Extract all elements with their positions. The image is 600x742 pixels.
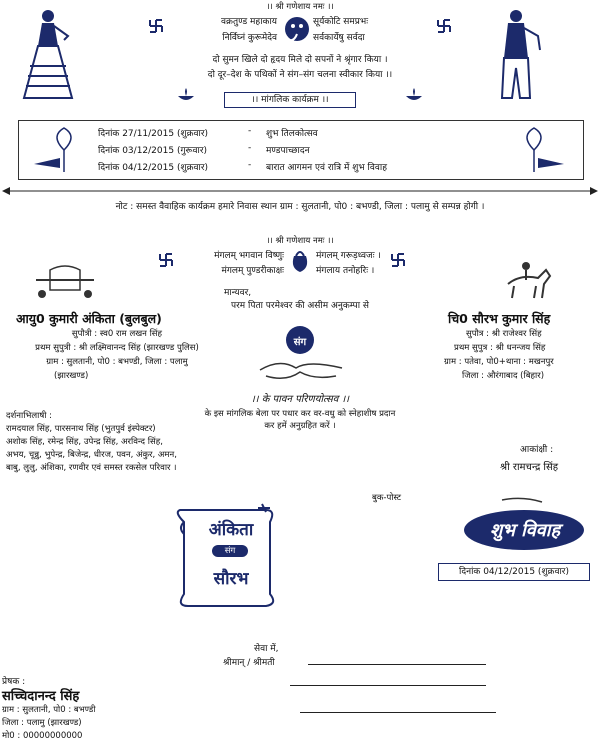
- sang-label: संग: [293, 337, 307, 348]
- ganesh-icon: [280, 14, 314, 44]
- address-line: [290, 685, 486, 686]
- note-text: नोट : समस्त वैवाहिक कार्यक्रम हमारे निवास स्थान ग्राम : सुलतानी, पो0 : बभण्डी, जिला : पलामु से सम्पन्न होगी ।: [115, 202, 485, 212]
- event-name: बारात आगमन एवं रात्रि में शुभ विवाह: [266, 163, 387, 173]
- event-date: दिनांक 03/12/2015 (गुरूवार): [98, 146, 208, 156]
- diya-icon: [176, 88, 196, 104]
- greeting: मान्यवर,: [224, 288, 252, 298]
- mantra-line-2b: मंगलाय तनोहरिः ।: [316, 266, 375, 276]
- event-date: दिनांक 04/12/2015 (शुक्रवार): [98, 163, 209, 173]
- shloka-2a: निर्विघ्नं कुरूमेदेव: [222, 33, 277, 43]
- event-dash: -: [248, 160, 252, 170]
- event-name: मण्डपाच्छादन: [266, 146, 310, 156]
- bride-figure-icon: [18, 6, 78, 104]
- doli-icon: [34, 264, 96, 302]
- shloka-2b: सर्वकार्येषु सर्वदा: [313, 33, 365, 43]
- sender-name: सच्चिदानन्द सिंह: [2, 689, 80, 704]
- request-line-1: के इस मांगलिक बेला पर पधार कर वर-वधु को स्नेहाशीष प्रदान: [204, 409, 396, 419]
- shriman-label: श्रीमान् / श्रीमती: [223, 658, 275, 668]
- sender-label: प्रेषक :: [2, 677, 26, 687]
- book-post-label: बुक-पोस्ट: [372, 493, 402, 503]
- darshan-title: दर्शनाभिलाषी :: [6, 411, 53, 421]
- kalash-icon: [288, 248, 312, 274]
- bride-line-1: सुपौत्री : स्व0 राम लखन सिंह: [71, 329, 163, 339]
- blessing: परम पिता परमेश्वर की असीम अनुकम्पा से: [230, 301, 370, 311]
- shloka-1b: सूर्यकोटि समप्रभः: [313, 17, 369, 27]
- envelope-bride-name: अंकिता: [208, 520, 254, 540]
- divider-arrow: [2, 186, 598, 196]
- swastika-icon: [158, 252, 174, 268]
- darshan-line-4: बाबु, लुलु, अंशिका, रणवीर एवं समस्त रकसेल परिवार ।: [6, 463, 177, 473]
- darshan-line-1: रामदयाल सिंह, पारसनाथ सिंह (भुतपुर्व इंस्पेक्टर): [6, 424, 156, 434]
- groom-name: चि0 सौरभ कुमार सिंह: [448, 311, 551, 326]
- envelope-groom-name: सौरभ: [213, 569, 249, 589]
- bride-line-3: ग्राम : सुलतानी, पो0 : बभण्डी, जिला : पलामु: [46, 357, 188, 367]
- bride-line-2: प्रथम सुपुत्री : श्री लक्ष्मिवानन्द सिंह (झारखण्ड पुलिस): [35, 343, 199, 353]
- festival-title: ।। के पावन परिणयोत्सव ।।: [250, 394, 350, 405]
- program-title: ।। मांगलिक कार्यक्रम ।।: [224, 92, 356, 108]
- swastika-icon: [148, 18, 164, 34]
- event-dash: -: [248, 126, 252, 136]
- groom-line-1: सुपौत्र : श्री राजेश्वर सिंह: [466, 329, 542, 339]
- mantra-line-1b: मंगलम् गरूड़ध्वजः ।: [316, 251, 381, 261]
- darshan-line-3: अभय, चून्नु, भुपेन्द्र, बिजेन्द्र, धीरज, पवन, अंकुर, अमन,: [6, 450, 177, 460]
- bride-name: आयु0 कुमारी अंकिता (बुलबुल): [16, 311, 162, 326]
- sender-line-2: जिला : पलामु (झारखण्ड): [2, 718, 82, 728]
- groom-line-4: जिला : औरंगाबाद (बिहार): [462, 371, 545, 381]
- groom-line-3: ग्राम : पतेवा, पो0+थाना : मखनपुर: [444, 357, 554, 367]
- address-line: [308, 664, 486, 665]
- mantra-line-1a: मंगलम् भगवान विष्णुः: [214, 251, 284, 261]
- event-name: शुभ तिलकोत्सव: [266, 129, 318, 139]
- shubh-vivah-text: शुभ विवाह: [489, 520, 561, 541]
- diya-icon: [404, 88, 424, 104]
- envelope-sang: संग: [212, 545, 248, 557]
- bride-line-4: (झारखण्ड): [54, 371, 89, 381]
- event-date: दिनांक 27/11/2015 (शुक्रवार): [98, 129, 209, 139]
- shloka-1a: वक्रतुण्ड महाकाय: [221, 17, 277, 27]
- groom-line-2: प्रथम सुपुत्र : श्री धनन्जय सिंह: [454, 343, 546, 353]
- horse-rider-icon: [500, 258, 556, 302]
- event-dash: -: [248, 143, 252, 153]
- couplet-2: दो दूर–देश के पथिकों ने संग–संग चलना स्वीकार किया ।।: [207, 70, 393, 80]
- envelope-date: दिनांक 04/12/2015 (शुक्रवार): [438, 563, 590, 581]
- mantra-title: ।। श्री गणेशाय नमः ।।: [266, 236, 334, 246]
- couplet-1: दो सुमन खिले दो हृदय मिले दो सपनों ने श्रृंगार किया ।: [212, 55, 388, 65]
- request-line-2: कर हमें अनुग्रहित करें ।: [264, 421, 336, 431]
- mantra-line-2a: मंगलम् पुण्डरीकाक्षः: [221, 266, 284, 276]
- host-label: आकांक्षी :: [520, 445, 554, 455]
- darshan-line-2: अशोक सिंह, रमेन्द्र सिंह, उपेन्द्र सिंह, अरविन्द सिंह,: [6, 437, 163, 447]
- shehnai-icon: [30, 124, 92, 174]
- ganesh-line: ।। श्री गणेशाय नमः ।।: [266, 2, 334, 12]
- address-line: [300, 712, 496, 713]
- shehnai-icon: [506, 124, 568, 174]
- sender-line-1: ग्राम : सुलतानी, पो0 : बभण्डी: [2, 705, 96, 715]
- seva-me: सेवा में,: [254, 644, 279, 654]
- swastika-icon: [436, 18, 452, 34]
- host-name: श्री रामचन्द्र सिंह: [500, 462, 559, 473]
- sender-mobile: मो0 : 00000000000: [2, 731, 83, 741]
